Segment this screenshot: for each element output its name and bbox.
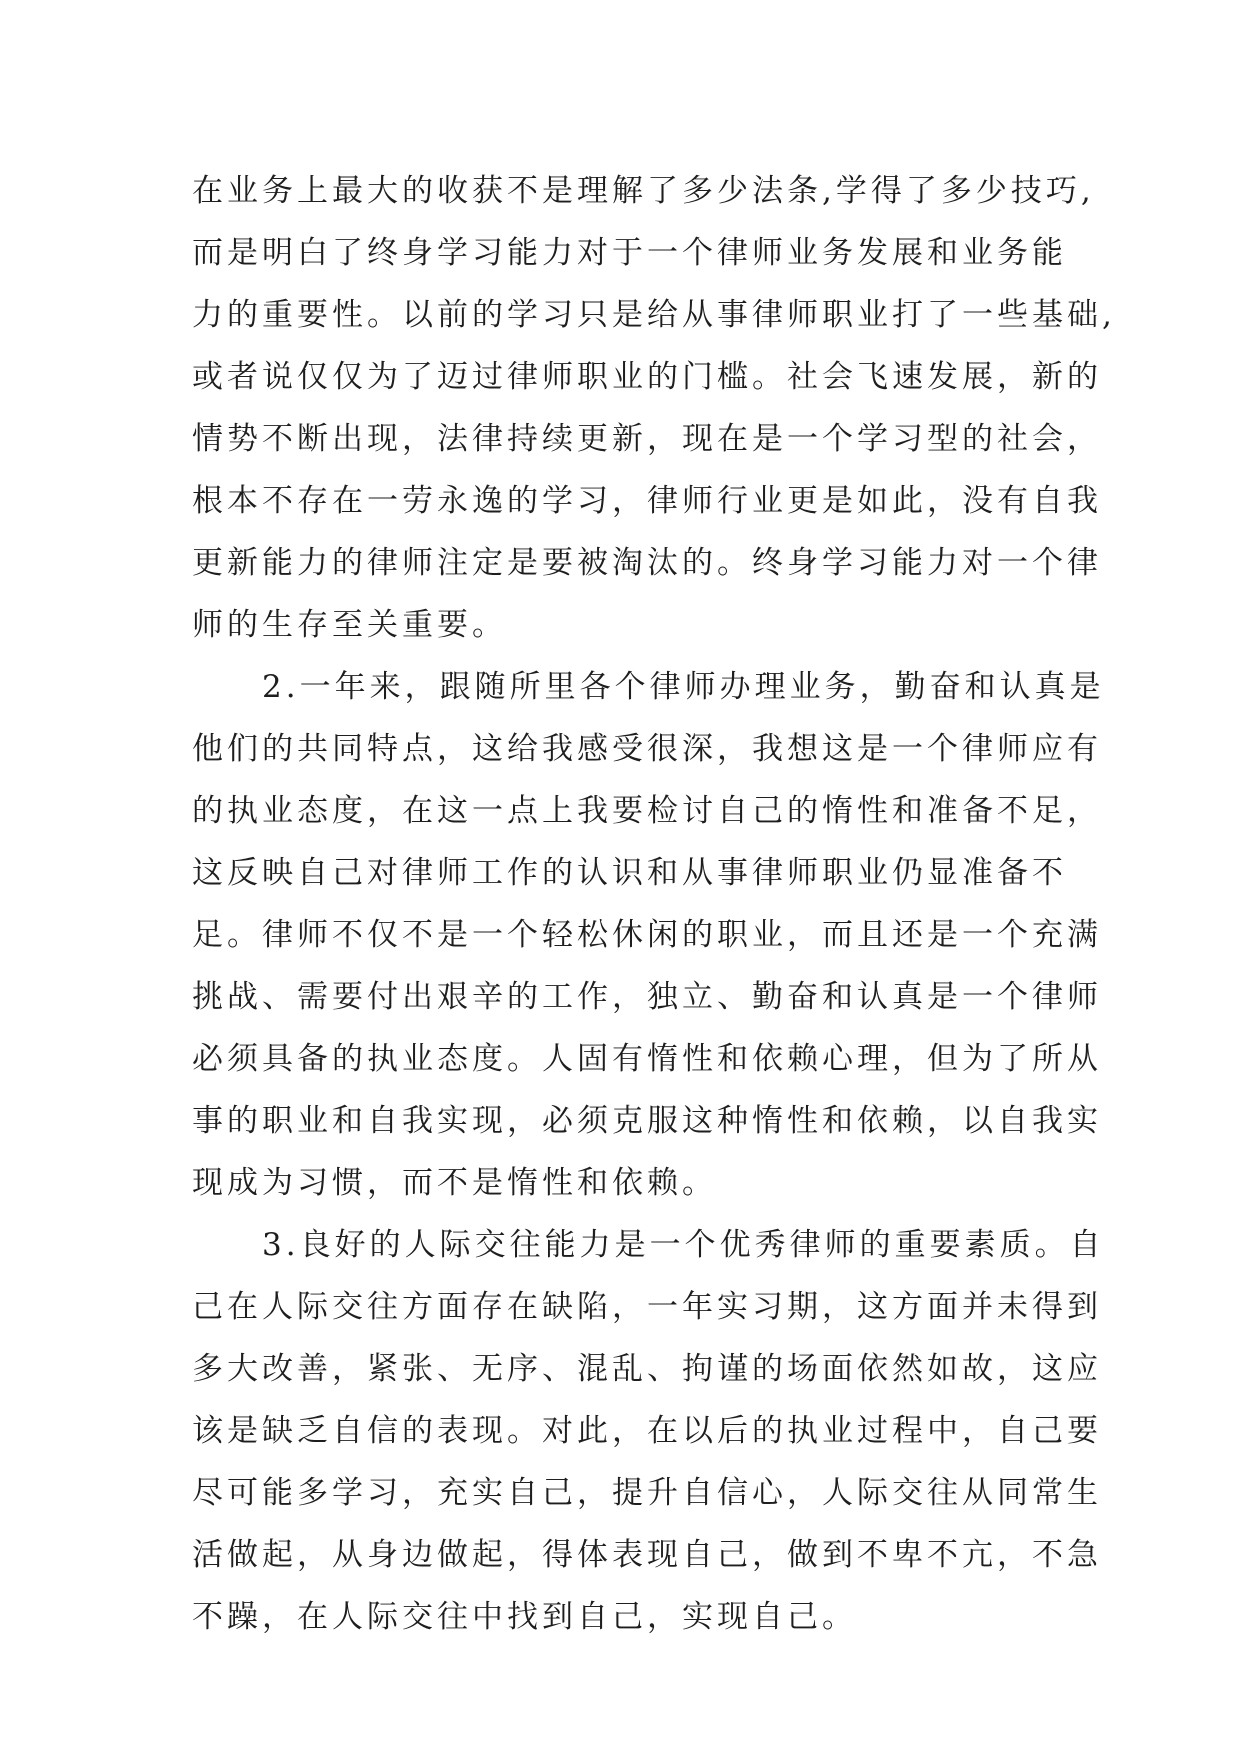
text-line-4: 或者说仅仅为了迈过律师职业的门槛。社会飞速发展，新的 [192,359,1102,395]
text-line-1: 在业务上最大的收获不是理解了多少法条,学得了多少技巧, [192,173,1095,209]
text-line-14: 挑战、需要付出艰辛的工作，独立、勤奋和认真是一个律师 [192,979,1102,1015]
text-line-19: 己在人际交往方面存在缺陷，一年实习期，这方面并未得到 [192,1289,1102,1325]
text-line-24: 不躁，在人际交往中找到自己，实现自己。 [192,1599,857,1635]
text-line-9: 2.一年来，跟随所里各个律师办理业务，勤奋和认真是 [192,669,1105,705]
text-line-8: 师的生存至关重要。 [192,607,507,643]
text-line-21: 该是缺乏自信的表现。对此，在以后的执业过程中，自己要 [192,1413,1102,1449]
text-line-10: 他们的共同特点，这给我感受很深，我想这是一个律师应有 [192,731,1102,767]
text-line-15: 必须具备的执业态度。人固有惰性和依赖心理，但为了所从 [192,1041,1102,1077]
text-line-12: 这反映自己对律师工作的认识和从事律师职业仍显准备不 [192,855,1067,891]
text-line-18: 3.良好的人际交往能力是一个优秀律师的重要素质。自 [192,1227,1105,1263]
text-line-5: 情势不断出现，法律持续更新，现在是一个学习型的社会， [192,421,1102,457]
text-line-13: 足。律师不仅不是一个轻松休闲的职业，而且还是一个充满 [192,917,1102,953]
document-body [192,160,1116,1648]
text-line-17: 现成为习惯，而不是惰性和依赖。 [192,1165,717,1201]
text-line-7: 更新能力的律师注定是要被淘汰的。终身学习能力对一个律 [192,545,1102,581]
text-line-23: 活做起，从身边做起，得体表现自己，做到不卑不亢，不急 [192,1537,1102,1573]
text-line-2: 而是明白了终身学习能力对于一个律师业务发展和业务能 [192,235,1067,271]
text-line-16: 事的职业和自我实现，必须克服这种惰性和依赖，以自我实 [192,1103,1102,1139]
text-line-22: 尽可能多学习，充实自己，提升自信心，人际交往从同常生 [192,1475,1102,1511]
text-line-3: 力的重要性。以前的学习只是给从事律师职业打了一些基础, [192,297,1116,333]
text-line-6: 根本不存在一劳永逸的学习，律师行业更是如此，没有自我 [192,483,1102,519]
text-line-11: 的执业态度，在这一点上我要检讨自己的惰性和准备不足， [192,793,1102,829]
text-line-20: 多大改善，紧张、无序、混乱、拘谨的场面依然如故，这应 [192,1351,1102,1387]
